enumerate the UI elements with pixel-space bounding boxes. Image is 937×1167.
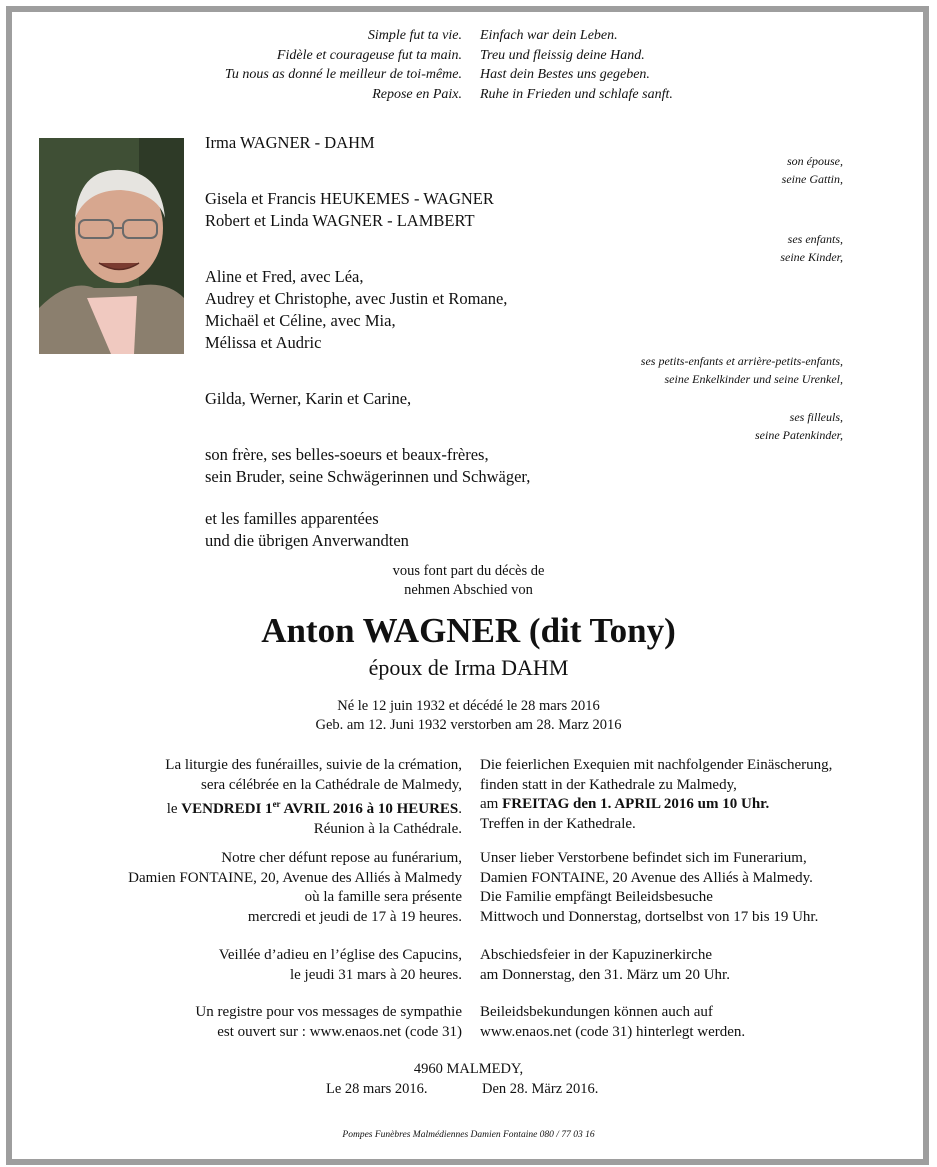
deceased-name: Anton WAGNER (dit Tony) [261, 611, 676, 650]
funeral-fr-date-sup: er [272, 799, 281, 809]
funeral-de-line: Treffen in der Kathedrale. [480, 815, 636, 832]
vigil-fr-line: Veillée d’adieu en l’église des Capucins, [218, 947, 462, 963]
registry-fr [195, 1003, 462, 1042]
grandchildren-names [205, 266, 507, 354]
place: 4960 MALMEDY, [413, 1061, 524, 1077]
rest-fr-line: Damien FONTAINE, 20, Avenue des Alliés à Malmedy [128, 869, 462, 886]
siblings-line: sein Bruder, seine Schwägerinnen und Schwäger, [205, 467, 531, 486]
relation-line: ses filleuls, [789, 410, 843, 424]
funeral-fr [165, 756, 462, 839]
registry-fr-line: est ouvert sur : www.enaos.net (code 31) [217, 1023, 462, 1040]
grandchildren-relation [641, 353, 843, 388]
poem-fr-line: Tu nous as donné le meilleur de toi-même. [224, 67, 462, 82]
registry-de-line: www.enaos.net (code 31) hinterlegt werden. [480, 1023, 746, 1040]
godchildren-names: Gilda, Werner, Karin et Carine, [205, 389, 412, 408]
rest-fr-line: mercredi et jeudi de 17 à 19 heures. [247, 908, 462, 925]
rest-de-line: Mittwoch und Donnerstag, dortselbst von 17 bis 19 Uhr. [480, 908, 819, 925]
child-line: Gisela et Francis HEUKEMES - WAGNER [205, 189, 494, 208]
vigil-de-line: am Donnerstag, den 31. März um 20 Uhr. [480, 966, 730, 983]
funeral-fr-line: La liturgie des funérailles, suivie de la crémation, [165, 757, 462, 773]
grandchild-line: Mélissa et Audric [205, 333, 322, 352]
relatives-text [205, 508, 409, 552]
life-dates [0, 697, 937, 735]
announce-line: vous font part du décès de [392, 563, 545, 579]
poem-de-line: Hast dein Bestes uns gegeben. [480, 67, 650, 82]
relation-line: son épouse, [787, 154, 843, 168]
poem-de-line: Einfach war dein Leben. [480, 28, 618, 43]
registry-fr-line: Un registre pour vos messages de sympathie [195, 1004, 462, 1020]
relation-line: seine Patenkinder, [755, 427, 843, 442]
rest-de-line: Damien FONTAINE, 20 Avenue des Alliés à Malmedy. [480, 869, 813, 886]
rest-de-line: Die Familie empfängt Beileidsbesuche [480, 889, 713, 905]
rest-de [480, 849, 818, 927]
relation-line: seine Kinder, [780, 249, 843, 264]
vigil-fr-line: le jeudi 31 mars à 20 heures. [289, 966, 462, 983]
grandchild-line: Audrey et Christophe, avec Justin et Romane, [205, 289, 508, 308]
rest-fr-line: où la famille sera présente [304, 889, 462, 905]
funeral-fr-date-bold: AVRIL 2016 à 10 HEURES [280, 801, 459, 817]
vigil-de [480, 946, 730, 985]
rest-fr [128, 849, 462, 927]
funeral-de-line: Die feierlichen Exequien mit nachfolgender Einäscherung, [480, 757, 833, 773]
funeral-fr-date-bold: VENDREDI 1 [181, 801, 273, 817]
poem-french [225, 26, 462, 104]
funeral-de-date-bold: FREITAG den 1. APRIL 2016 um 10 Uhr. [502, 796, 770, 812]
grandchild-line: Michaël et Céline, avec Mia, [205, 311, 396, 330]
poem-de-line: Treu und fleissig deine Hand. [480, 47, 645, 63]
relation-line: ses enfants, [787, 232, 843, 246]
funeral-de-date [480, 795, 832, 815]
funeral-fr-line: Réunion à la Cathédrale. [313, 820, 462, 837]
announcement [0, 562, 937, 600]
portrait-photo [39, 138, 184, 354]
registry-de-line: Beileidsbekundungen können auch auf [480, 1004, 713, 1020]
relation-line: seine Gattin, [781, 171, 843, 186]
relatives-line: und die übrigen Anverwandten [205, 531, 409, 550]
children-relation [780, 231, 843, 266]
relation-line: ses petits-enfants et arrière-petits-enfants, [640, 354, 843, 368]
child-line: Robert et Linda WAGNER - LAMBERT [205, 211, 475, 230]
announce-line: nehmen Abschied von [404, 582, 533, 598]
siblings-line: son frère, ses belles-soeurs et beaux-frères, [205, 445, 489, 464]
poem-fr-line: Repose en Paix. [372, 86, 462, 102]
funeral-de-date-prefix: am [480, 796, 503, 812]
date-fr: Le 28 mars 2016. [326, 1081, 428, 1097]
poem-fr-line: Simple fut ta vie. [367, 28, 462, 43]
relatives-line: et les familles apparentées [205, 509, 379, 528]
funeral-fr-line: sera célébrée en la Cathédrale de Malmedy, [201, 776, 462, 793]
funeral-fr-date-prefix: le [166, 801, 182, 817]
poem-de-line: Ruhe in Frieden und schlafe sanft. [480, 86, 673, 102]
spouse-name: Irma WAGNER - DAHM [205, 133, 375, 152]
rest-de-line: Unser lieber Verstorbene befindet sich im Funerarium, [480, 850, 807, 866]
spouse-of: époux de Irma DAHM [368, 655, 569, 680]
funeral-de [480, 756, 832, 834]
dates-fr: Né le 12 juin 1932 et décédé le 28 mars 2016 [337, 698, 600, 714]
vigil-de-line: Abschiedsfeier in der Kapuzinerkirche [480, 947, 712, 963]
relation-line: seine Enkelkinder und seine Urenkel, [664, 371, 843, 386]
footer-credit: Pompes Funèbres Malmédiennes Damien Fontaine 080 / 77 03 16 [342, 1130, 595, 1140]
siblings-text [205, 444, 530, 488]
spouse-relation [782, 153, 843, 188]
poem-fr-line: Fidèle et courageuse fut ta main. [276, 47, 462, 63]
rest-fr-line: Notre cher défunt repose au funérarium, [221, 850, 462, 866]
funeral-fr-date-suffix: . [458, 801, 462, 817]
grandchild-line: Aline et Fred, avec Léa, [205, 267, 364, 286]
date-de: Den 28. März 2016. [482, 1081, 599, 1097]
dates-de: Geb. am 12. Juni 1932 verstorben am 28. Marz 2016 [315, 717, 622, 733]
poem-german [480, 26, 673, 104]
vigil-fr [219, 946, 462, 985]
funeral-fr-date [165, 795, 462, 820]
registry-de [480, 1003, 745, 1042]
godchildren-relation [755, 409, 843, 444]
funeral-de-line: finden statt in der Kathedrale zu Malmedy, [480, 776, 737, 793]
children-names [205, 188, 494, 232]
